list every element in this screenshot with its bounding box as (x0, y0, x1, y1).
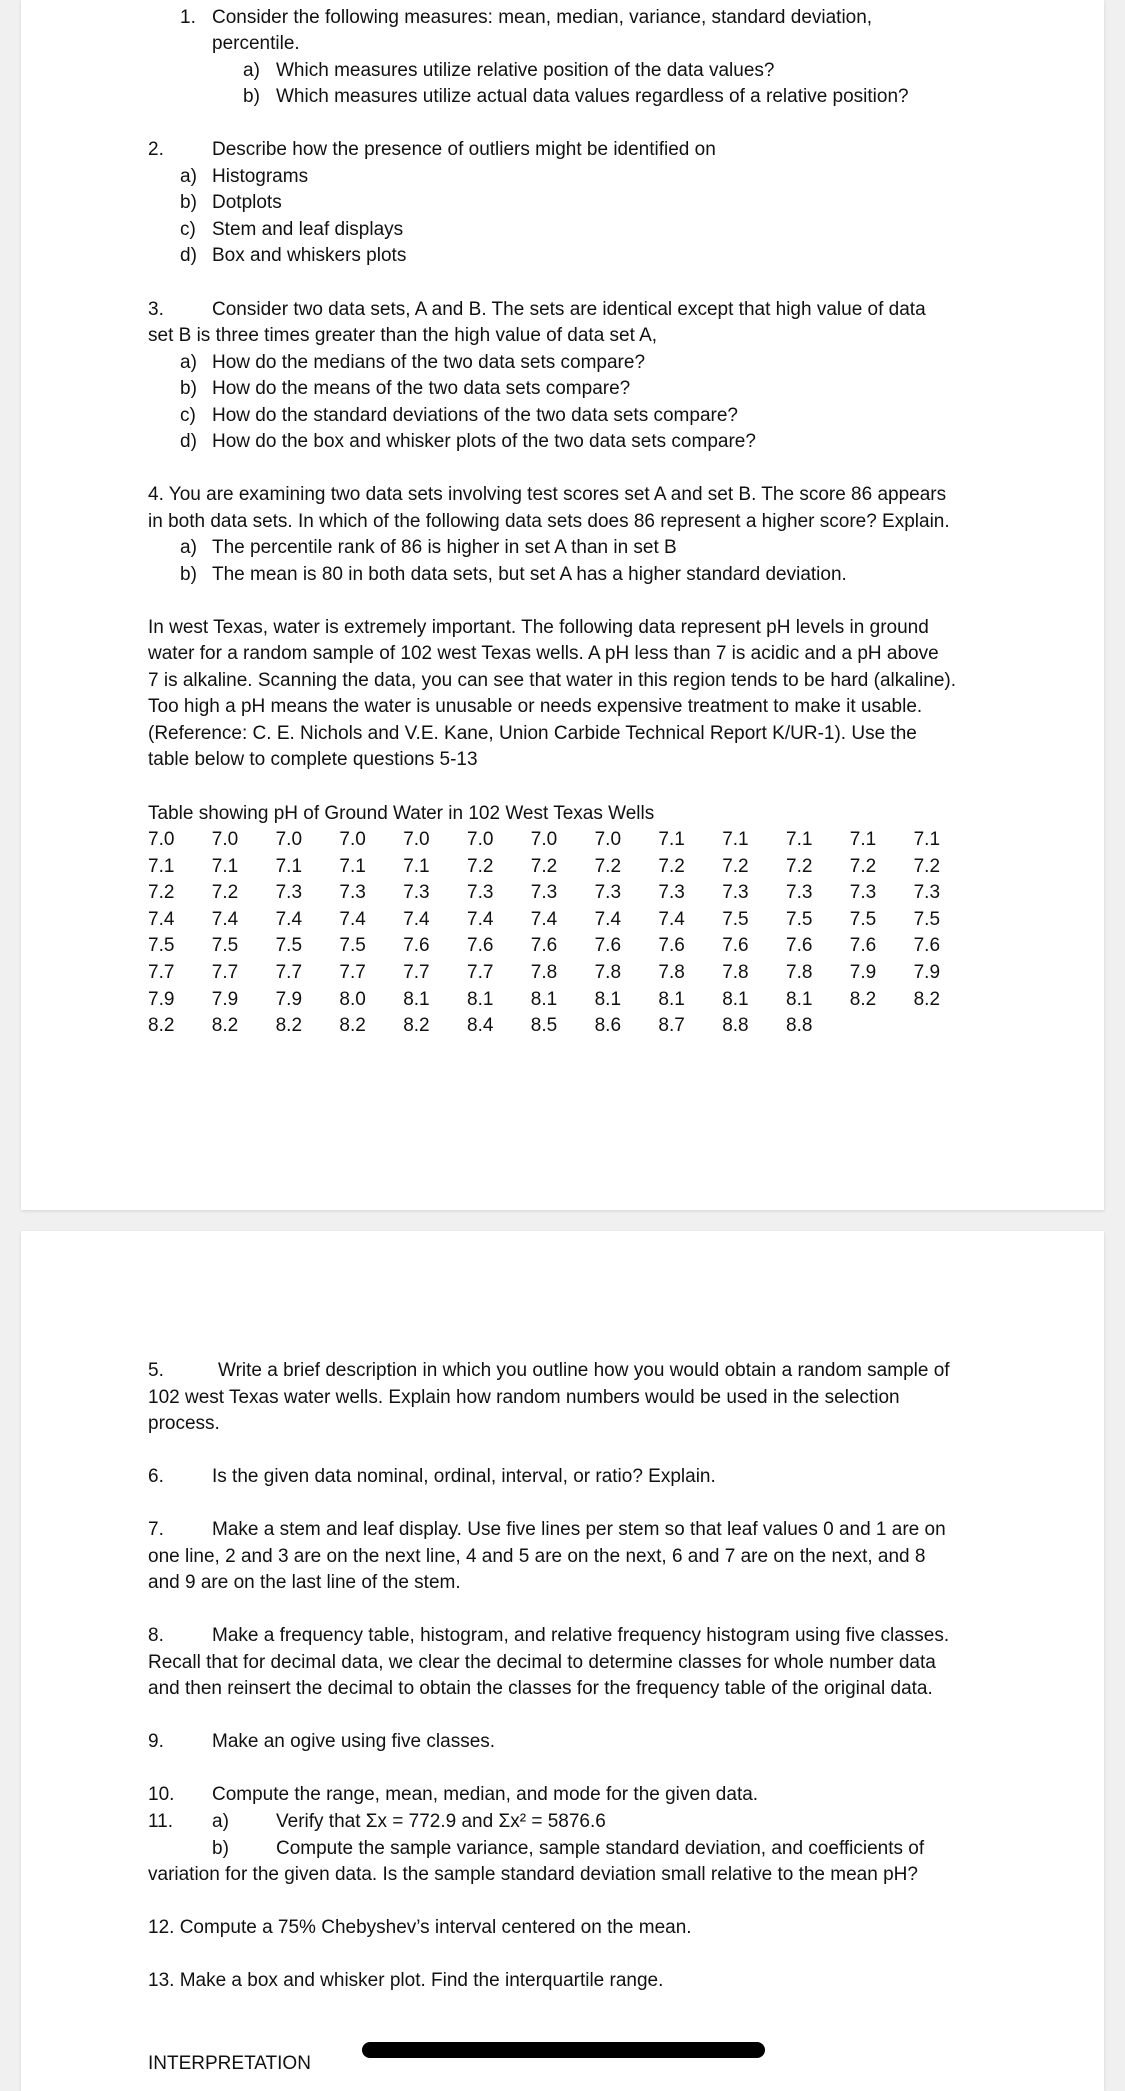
table-cell: 8.2 (913, 988, 941, 1010)
q2-text-line1: Describe how the presence of outliers might be identified on (212, 139, 716, 160)
q4-text-line1: 4. You are examining two data sets involving test scores set A and set B. The score 86 appears (148, 484, 947, 505)
table-cell: 7.3 (913, 882, 941, 904)
q2-item-text: Box and whiskers plots (212, 245, 407, 266)
table-cell: 7.6 (786, 935, 813, 957)
table-cell: 7.5 (849, 908, 877, 930)
q5-text-line3: process. (148, 1413, 220, 1434)
table-cell: 7.0 (467, 829, 494, 850)
q11-a-label: a) (212, 1811, 229, 1832)
table-cell: 8.1 (467, 988, 494, 1010)
table-cell: 8.4 (467, 1015, 494, 1037)
table-cell: 7.9 (211, 988, 239, 1010)
table-cell: 8.2 (849, 988, 877, 1010)
table-cell: 7.6 (849, 935, 877, 957)
q1-b-text: Which measures utilize actual data values regardless of a relative position? (276, 86, 909, 107)
table-cell: 7.4 (403, 908, 430, 930)
table-cell: 7.8 (786, 962, 813, 983)
table-cell: 7.2 (849, 855, 877, 877)
table-cell: 7.3 (786, 882, 813, 904)
q3-item-label: a) (180, 352, 197, 373)
table-cell: 7.3 (594, 882, 622, 904)
q1-b-label: b) (243, 86, 260, 107)
q5-text-line2: 102 west Texas water wells. Explain how random numbers would be used in the selection (148, 1387, 900, 1408)
q6-number: 6. (148, 1466, 164, 1487)
table-cell: 8.1 (530, 988, 558, 1010)
q3-item-label: c) (180, 405, 196, 426)
q5-text-line1: Write a brief description in which you outline how you would obtain a random sample of (218, 1360, 950, 1381)
q11-b-label: b) (212, 1838, 229, 1859)
table-cell: 7.0 (275, 829, 303, 850)
table-cell: 7.2 (658, 855, 685, 877)
table-cell: 8.2 (275, 1015, 303, 1037)
q11-b-text-line2: variation for the given data. Is the sample standard deviation small relative to the mean pH? (148, 1864, 918, 1885)
q2-item-text: Dotplots (212, 192, 282, 213)
intro-line: Too high a pH means the water is unusable or needs expensive treatment to make it usable. (148, 696, 923, 717)
table-cell: 7.0 (339, 829, 366, 850)
intro-line: water for a random sample of 102 west Texas wells. A pH less than 7 is acidic and a pH above (148, 643, 939, 664)
table-cell: 8.2 (148, 1015, 175, 1037)
table-cell: 7.7 (467, 962, 494, 983)
intro-line: (Reference: C. E. Nichols and V.E. Kane, Union Carbide Technical Report K/UR-1). Use the (148, 723, 917, 744)
table-cell: 7.7 (275, 962, 303, 983)
q8-text-line2: Recall that for decimal data, we clear the decimal to determine classes for whole number data (148, 1652, 936, 1673)
table-cell: 7.3 (403, 882, 430, 904)
table-cell: 7.4 (594, 908, 622, 930)
table-cell: 7.1 (913, 829, 941, 850)
table-cell: 7.2 (722, 855, 749, 877)
q2-item-text: Histograms (212, 166, 309, 187)
table-cell: 7.5 (913, 908, 941, 930)
table-cell: 7.7 (211, 962, 239, 983)
document-page-1 (21, 0, 1104, 1210)
q4-text-line2: in both data sets. In which of the following data sets does 86 represent a higher score? Explain. (148, 511, 950, 532)
table-cell: 7.2 (913, 855, 941, 877)
table-cell: 7.1 (339, 855, 366, 877)
table-cell: 8.8 (722, 1015, 749, 1037)
table-cell: 7.1 (849, 829, 877, 850)
table-cell: 7.6 (913, 935, 941, 957)
q1-text-line1: Consider the following measures: mean, median, variance, standard deviation, (212, 7, 873, 28)
table-cell: 7.6 (722, 935, 749, 957)
q2-number: 2. (148, 139, 164, 160)
table-cell: 7.9 (913, 962, 941, 983)
table-cell: 7.4 (658, 908, 685, 930)
table-cell: 7.3 (722, 882, 749, 904)
table-cell: 8.2 (403, 1015, 430, 1037)
table-cell: 7.2 (594, 855, 622, 877)
q1-number: 1. (180, 7, 196, 28)
table-cell: 8.2 (211, 1015, 239, 1037)
table-cell: 8.2 (339, 1015, 366, 1037)
q2-item-label: c) (180, 219, 196, 240)
q4-item-label: a) (180, 537, 197, 558)
table-cell: 7.1 (148, 855, 175, 877)
table-cell: 7.4 (339, 908, 366, 930)
table-cell: 7.3 (339, 882, 366, 904)
q6-text: Is the given data nominal, ordinal, interval, or ratio? Explain. (212, 1466, 716, 1487)
table-cell: 7.3 (849, 882, 877, 904)
table-cell: 7.0 (530, 829, 558, 850)
table-cell: 7.9 (148, 988, 175, 1010)
table-cell: 7.6 (403, 935, 430, 957)
redaction-bar (362, 2042, 765, 2058)
table-cell: 8.0 (339, 988, 366, 1010)
table-cell: 8.1 (786, 988, 813, 1010)
table-cell: 7.5 (339, 935, 366, 957)
q3-item-text: How do the medians of the two data sets compare? (212, 352, 646, 373)
intro-line: table below to complete questions 5-13 (148, 749, 478, 770)
q2-item-label: d) (180, 245, 197, 266)
table-cell: 7.5 (148, 935, 175, 957)
q9-text: Make an ogive using five classes. (212, 1731, 496, 1752)
table-cell: 8.8 (786, 1015, 813, 1037)
table-cell: 7.0 (594, 829, 622, 850)
q11-b-text: Compute the sample variance, sample standard deviation, and coefficients of (276, 1838, 925, 1859)
q10-number: 10. (148, 1784, 175, 1805)
table-cell: 7.4 (275, 908, 303, 930)
q3-item-text: How do the box and whisker plots of the two data sets compare? (212, 431, 756, 452)
q8-number: 8. (148, 1625, 164, 1646)
q9-number: 9. (148, 1731, 164, 1752)
table-cell: 7.2 (530, 855, 558, 877)
q2-item-text: Stem and leaf displays (212, 219, 404, 240)
table-cell: 7.6 (594, 935, 622, 957)
table-cell: 7.5 (722, 908, 749, 930)
q4-item-label: b) (180, 564, 197, 585)
table-cell: 7.1 (211, 855, 239, 877)
table-cell: 7.6 (467, 935, 494, 957)
table-cell: 7.0 (211, 829, 239, 850)
table-cell: 7.0 (403, 829, 430, 850)
table-cell: 8.6 (594, 1015, 622, 1037)
intro-line: 7 is alkaline. Scanning the data, you can see that water in this region tends to be hard (alkaline). (148, 670, 956, 691)
table-cell: 7.9 (275, 988, 303, 1010)
table-cell: 7.8 (658, 962, 685, 983)
q8-text-line3: and then reinsert the decimal to obtain the classes for the frequency table of the original data. (148, 1678, 933, 1699)
q7-text-line2: one line, 2 and 3 are on the next line, 4 and 5 are on the next, 6 and 7 are on the next, and 8 (148, 1546, 926, 1567)
q2-item-label: b) (180, 192, 197, 213)
table-cell: 7.6 (658, 935, 685, 957)
q3-text-line2: set B is three times greater than the high value of data set A, (148, 325, 658, 346)
table-cell: 7.1 (786, 829, 813, 850)
q8-text-line1: Make a frequency table, histogram, and relative frequency histogram using five classes. (212, 1625, 950, 1646)
q10-text: Compute the range, mean, median, and mode for the given data. (212, 1784, 759, 1805)
q3-number: 3. (148, 299, 164, 320)
q3-item-label: b) (180, 378, 197, 399)
table-cell: 7.5 (786, 908, 813, 930)
table-cell: 7.5 (275, 935, 303, 957)
table-cell: 7.8 (530, 962, 558, 983)
table-cell: 7.8 (722, 962, 749, 983)
table-cell: 7.3 (275, 882, 303, 904)
table-cell: 8.1 (594, 988, 622, 1010)
q12-text: 12. Compute a 75% Chebyshev’s interval centered on the mean. (148, 1917, 692, 1938)
table-cell: 7.8 (594, 962, 622, 983)
table-cell: 8.1 (403, 988, 430, 1010)
q3-text-line1: Consider two data sets, A and B. The sets are identical except that high value of data (212, 299, 926, 320)
table-cell: 7.2 (467, 855, 494, 877)
q3-item-text: How do the means of the two data sets compare? (212, 378, 631, 399)
table-caption: Table showing pH of Ground Water in 102 West Texas Wells (148, 803, 655, 824)
q5-number: 5. (148, 1360, 164, 1381)
table-cell: 7.3 (530, 882, 558, 904)
table-cell: 7.1 (403, 855, 430, 877)
table-cell: 7.5 (211, 935, 239, 957)
table-cell: 7.7 (403, 962, 430, 983)
table-cell: 7.4 (211, 908, 239, 930)
table-cell: 7.0 (148, 829, 175, 850)
q13-text: 13. Make a box and whisker plot. Find the interquartile range. (148, 1970, 664, 1991)
q4-item-text: The percentile rank of 86 is higher in set A than in set B (212, 537, 677, 558)
table-cell: 8.5 (530, 1015, 558, 1037)
q1-a-text: Which measures utilize relative position of the data values? (276, 60, 775, 81)
table-cell: 7.4 (530, 908, 558, 930)
q1-a-label: a) (243, 60, 260, 81)
table-cell: 7.2 (148, 882, 175, 904)
intro-line: In west Texas, water is extremely important. The following data represent pH levels in ground (148, 617, 929, 638)
table-cell: 7.1 (658, 829, 685, 850)
q2-item-label: a) (180, 166, 197, 187)
table-cell: 7.7 (148, 962, 175, 983)
q7-number: 7. (148, 1519, 164, 1540)
table-cell: 7.2 (211, 882, 239, 904)
table-cell: 7.3 (658, 882, 685, 904)
q3-item-text: How do the standard deviations of the two data sets compare? (212, 405, 738, 426)
q4-item-text: The mean is 80 in both data sets, but set A has a higher standard deviation. (212, 564, 847, 585)
table-cell: 7.4 (467, 908, 494, 930)
table-cell: 8.7 (658, 1015, 685, 1037)
table-cell: 8.1 (722, 988, 749, 1010)
table-cell: 7.1 (275, 855, 303, 877)
q1-text-line2: percentile. (212, 33, 300, 54)
document-page-2 (21, 1231, 1104, 2091)
q7-text-line1: Make a stem and leaf display. Use five lines per stem so that leaf values 0 and 1 are on (212, 1519, 946, 1540)
interpretation-heading: INTERPRETATION (148, 2053, 311, 2074)
q11-number: 11. (148, 1811, 174, 1832)
q3-item-label: d) (180, 431, 197, 452)
table-cell: 7.2 (786, 855, 813, 877)
table-cell: 7.7 (339, 962, 366, 983)
table-cell: 8.1 (658, 988, 685, 1010)
table-cell: 7.4 (148, 908, 175, 930)
table-cell: 7.1 (722, 829, 749, 850)
q7-text-line3: and 9 are on the last line of the stem. (148, 1572, 461, 1593)
q11-a-text: Verify that Σx = 772.9 and Σx² = 5876.6 (276, 1811, 606, 1832)
table-cell: 7.6 (530, 935, 558, 957)
table-cell: 7.3 (467, 882, 494, 904)
table-cell: 7.9 (849, 962, 877, 983)
